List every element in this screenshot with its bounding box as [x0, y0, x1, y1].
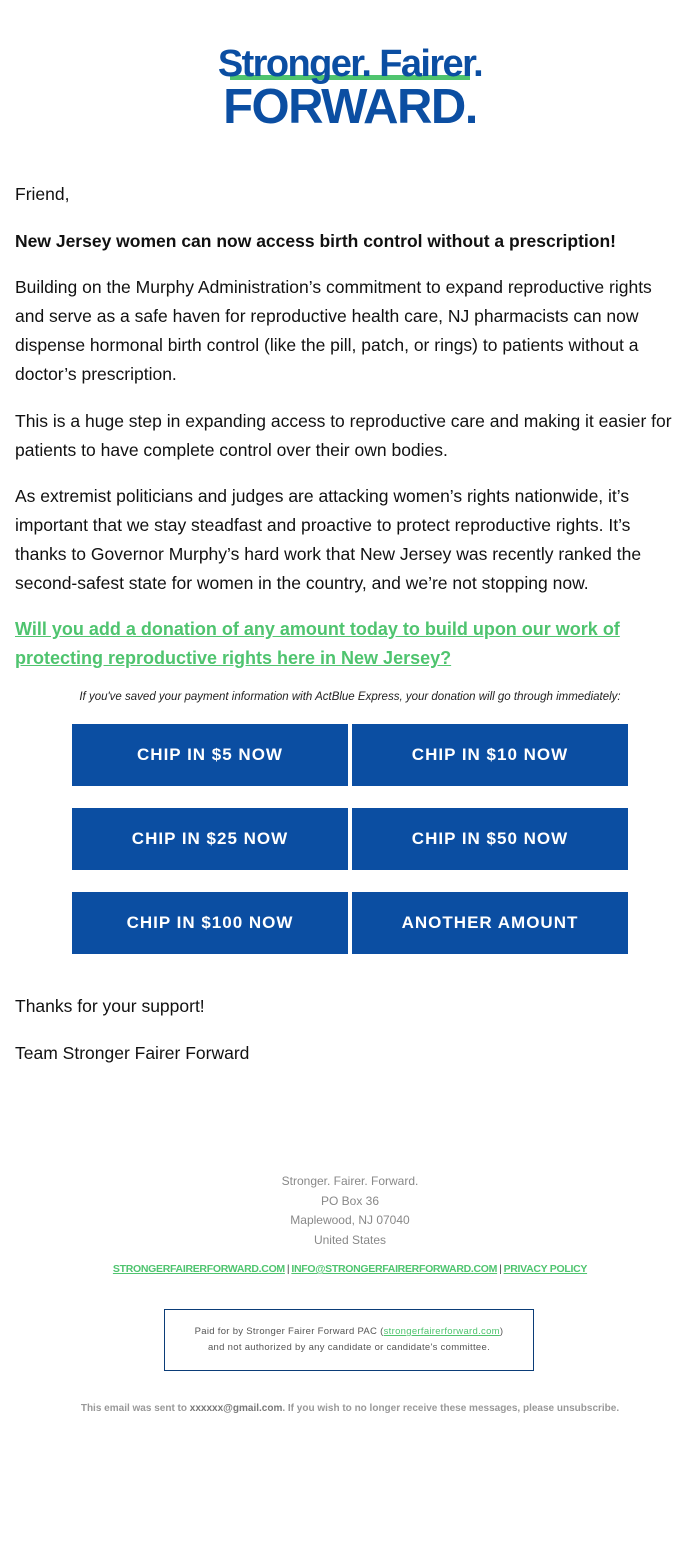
footer-city: Maplewood, NJ 07040	[290, 1213, 410, 1227]
link-separator: |	[499, 1263, 502, 1275]
logo-wordmark: FORWARD.	[223, 80, 477, 134]
signoff: Team Stronger Fairer Forward	[15, 1043, 250, 1063]
paid-for-disclaimer	[164, 1309, 534, 1371]
body-paragraph-2: This is a huge step in expanding access to reproductive care and making it easier for patients to have complete control over their own bodies.	[15, 411, 672, 460]
chip-in-25-button[interactable]: CHIP IN $25 NOW	[72, 808, 348, 870]
footer-country: United States	[313, 1232, 387, 1247]
unsubscribe-text[interactable]: . If you wish to no longer receive these messages, please unsubscribe.	[282, 1403, 620, 1414]
footer-po-box: PO Box 36	[320, 1193, 380, 1208]
recipient-email: xxxxxx@gmail.com	[189, 1403, 283, 1414]
chip-in-5-button[interactable]: CHIP IN $5 NOW	[72, 724, 348, 786]
footer-links	[0, 1263, 700, 1275]
email-headline: New Jersey women can now access birth control without a prescription!	[15, 231, 616, 251]
email-link[interactable]: INFO@STRONGERFAIRERFORWARD.COM	[291, 1263, 498, 1275]
chip-in-10-button[interactable]: CHIP IN $10 NOW	[352, 724, 628, 786]
another-amount-button[interactable]: ANOTHER AMOUNT	[352, 892, 628, 954]
website-link[interactable]: STRONGERFAIRERFORWARD.COM	[112, 1263, 285, 1275]
logo-tagline: Stronger. Fairer.	[217, 43, 483, 85]
privacy-policy-link[interactable]: PRIVACY POLICY	[503, 1263, 588, 1275]
disclaimer-line-1: Paid for by Stronger Fairer Forward PAC (strongerfairerforward.com)	[194, 1326, 504, 1337]
thanks-line: Thanks for your support!	[15, 996, 205, 1016]
donation-cta-link[interactable]: Will you add a donation of any amount today to build upon our work of protecting reproductive rights here in New Jersey?	[15, 619, 620, 668]
body-paragraph-1: Building on the Murphy Administration’s commitment to expand reproductive rights and serve as a safe haven for reproductive health care, NJ pharmacists can now dispense hormonal birth control (like the pill, patch, or rings) to patients without a doctor’s prescription.	[15, 277, 652, 384]
chip-in-100-button[interactable]: CHIP IN $100 NOW	[72, 892, 348, 954]
disclaimer-line-2: and not authorized by any candidate or candidate's committee.	[207, 1342, 491, 1353]
footer-org-name: Stronger. Fairer. Forward.	[281, 1174, 419, 1188]
body-paragraph-3: As extremist politicians and judges are attacking women’s rights nationwide, it’s important that we stay steadfast and proactive to protect reproductive rights. It’s thanks to Governor Murphy’s hard work that New Jersey was recently ranked the second-safest state for women in the country, and we’re not stopping now.	[15, 486, 642, 593]
brand-logo	[0, 43, 700, 134]
actblue-express-note: If you've saved your payment information with ActBlue Express, your donation will go through immediately:	[79, 691, 621, 703]
unsubscribe-notice: This email was sent to xxxxxx@gmail.com. If you wish to no longer receive these messages, please unsubscribe.	[80, 1403, 620, 1414]
chip-in-50-button[interactable]: CHIP IN $50 NOW	[352, 808, 628, 870]
greeting: Friend,	[15, 184, 70, 204]
link-separator: |	[286, 1263, 290, 1275]
footer-address	[0, 1172, 700, 1250]
disclaimer-website-link[interactable]: strongerfairerforward.com	[383, 1326, 500, 1337]
